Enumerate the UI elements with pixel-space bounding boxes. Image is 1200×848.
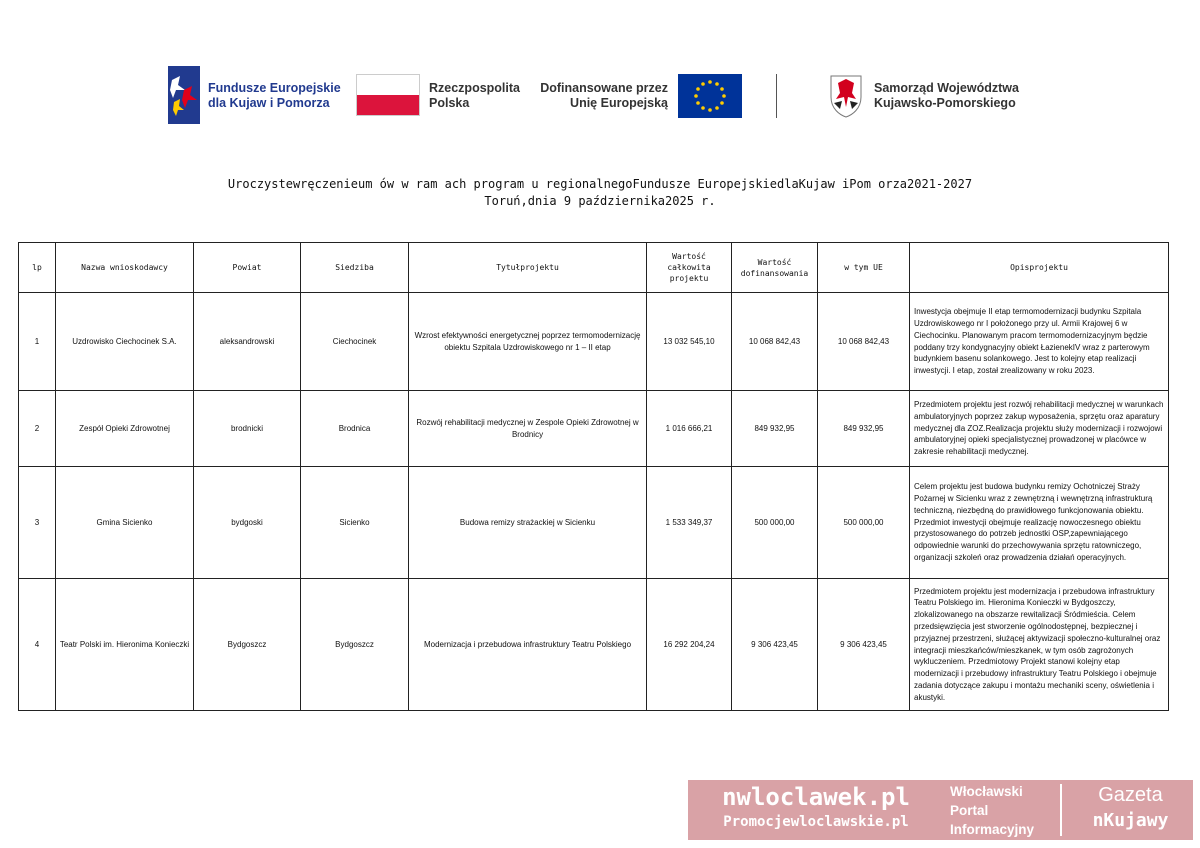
rzeczpospolita-logo	[356, 66, 526, 126]
cell-desc: Przedmiotem projektu jest modernizacja i przebudowa infrastruktury Teatru Polskiego im. Hieronima Konieczki w Bydgoszczy, zlokalizowanego na obszarze rewitalizacji Śródmieścia. Celem przedsięwzięcia jest stworzenie ogólnodostępnej, bezpiecznej i przyjaznej przestrzeni, służącej aktywizacji społeczno-kulturalnej oraz integracji mieszkańców/mieszkanek, w tym osób zagrożonych wykluczeniem. Przedmiotowy Projekt stanowi kolejny etap modernizacji i przebudowy infrastruktury Teatru Polskiego i obejmuje zadania dotyczące zakupu i montażu mechaniki sceny, oświetlenia i akustyki.	[910, 579, 1169, 711]
projects-table-wrapper	[18, 242, 1168, 711]
gazeta-line1: Gazeta	[1098, 784, 1163, 806]
table-header-row	[19, 243, 1169, 293]
cell-total: 1 016 666,21	[647, 391, 732, 467]
table-row	[19, 391, 1169, 467]
cell-title: Rozwój rehabilitacji medycznej w Zespole Opieki Zdrowotnej w Brodnicy	[409, 391, 647, 467]
ue-logo-text	[540, 81, 668, 111]
header-cofin: Wartość dofinansowania	[732, 243, 818, 293]
cell-eu: 500 000,00	[818, 467, 910, 579]
rp-logo-text	[429, 81, 520, 111]
title-line1: Uroczystewręczenieum ów w ram ach program u regionalnegoFundusze EuropejskiedlaKujaw iPom orza2021-2027	[227, 177, 973, 191]
cell-powiat: Bydgoszcz	[194, 579, 301, 711]
samorzad-wojewodztwa-logo	[828, 66, 1028, 126]
portal-line1: Włocławski	[950, 784, 1023, 799]
cell-siedziba: Brodnica	[301, 391, 409, 467]
sw-line1: Samorząd Województwa	[874, 81, 1019, 95]
portal-line3: Informacyjny	[950, 822, 1035, 837]
cell-title: Modernizacja i przebudowa infrastruktury Teatru Polskiego	[409, 579, 647, 711]
cell-total: 1 533 349,37	[647, 467, 732, 579]
cell-siedziba: Bydgoszcz	[301, 579, 409, 711]
header-powiat: Powiat	[194, 243, 301, 293]
eu-cofinance-logo	[542, 66, 742, 126]
cell-eu: 10 068 842,43	[818, 293, 910, 391]
header-desc: Opisprojektu	[910, 243, 1169, 293]
header-siedziba: Siedziba	[301, 243, 409, 293]
gazeta-label	[1068, 780, 1193, 840]
rp-line1: Rzeczpospolita	[429, 81, 520, 95]
cell-name: Zespół Opieki Zdrowotnej	[56, 391, 194, 467]
cell-powiat: brodnicki	[194, 391, 301, 467]
header-eu: w tym UE	[818, 243, 910, 293]
cell-name: Teatr Polski im. Hieronima Konieczki	[56, 579, 194, 711]
projects-table	[18, 242, 1169, 711]
cell-total: 13 032 545,10	[647, 293, 732, 391]
cell-cofin: 9 306 423,45	[732, 579, 818, 711]
sw-line2: Kujawsko-Pomorskiego	[874, 96, 1016, 110]
cell-name: Uzdrowisko Ciechocinek S.A.	[56, 293, 194, 391]
header-title: Tytułprojektu	[409, 243, 647, 293]
document-title	[0, 176, 1200, 210]
header-name: Nazwa wnioskodawcy	[56, 243, 194, 293]
eu-flag-icon	[678, 74, 742, 118]
polish-flag-icon	[356, 74, 420, 116]
cell-lp: 3	[19, 467, 56, 579]
title-date-line: Toruń,dnia 9 października2025 r.	[484, 194, 716, 208]
rp-line2: Polska	[429, 96, 470, 110]
fe-line1: Fundusze Europejskie	[208, 81, 341, 95]
sw-logo-text	[874, 81, 1019, 111]
publisher-sites	[688, 780, 944, 840]
cell-siedziba: Sicienko	[301, 467, 409, 579]
cell-cofin: 849 932,95	[732, 391, 818, 467]
fe-star-mark-icon	[168, 66, 200, 124]
cell-total: 16 292 204,24	[647, 579, 732, 711]
site-name-secondary: Promocjewloclawskie.pl	[723, 814, 909, 830]
cell-lp: 2	[19, 391, 56, 467]
logo-divider	[776, 74, 777, 118]
header-total: Wartość całkowita projektu	[647, 243, 732, 293]
cell-eu: 9 306 423,45	[818, 579, 910, 711]
portal-label	[950, 780, 1058, 840]
fe-logo-text	[208, 81, 341, 111]
cell-cofin: 500 000,00	[732, 467, 818, 579]
fe-line2: dla Kujaw i Pomorza	[208, 96, 330, 110]
cell-eu: 849 932,95	[818, 391, 910, 467]
cell-desc: Inwestycja obejmuje II etap termomodernizacji budynku Szpitala Uzdrowiskowego nr I położonego przy ul. Armii Krajowej 6 w Ciechocinku. Planowanym pracom termomodernizacyjnym będzie poddany trzy kondygnacyjny obiekt ŁazienekIV wraz z parterowym budynkiem basenu solankowego. Jest to kolejny etap realizacji inwestycji. I etap, został zrealizowany w roku 2023.	[910, 293, 1169, 391]
badge-divider	[1060, 784, 1062, 836]
portal-line2: Portal	[950, 803, 989, 818]
publisher-badge	[688, 780, 1193, 840]
cell-siedziba: Ciechocinek	[301, 293, 409, 391]
cell-title: Budowa remizy strażackiej w Sicienku	[409, 467, 647, 579]
cell-title: Wzrost efektywności energetycznej poprzez termomodernizację obiektu Szpitala Uzdrowiskowego nr 1 – II etap	[409, 293, 647, 391]
logo-bar	[168, 66, 1028, 126]
cell-lp: 4	[19, 579, 56, 711]
ue-line2: Unię Europejską	[570, 96, 668, 110]
coat-of-arms-icon	[828, 73, 864, 119]
table-row	[19, 579, 1169, 711]
cell-powiat: bydgoski	[194, 467, 301, 579]
cell-lp: 1	[19, 293, 56, 391]
ue-line1: Dofinansowane przez	[540, 81, 668, 95]
cell-desc: Przedmiotem projektu jest rozwój rehabilitacji medycznej w warunkach ambulatoryjnych poprzez zakup wyposażenia, sprzętu oraz aparatury medycznej dla ZOZ.Realizacja projektu służy modernizacji i rozwojowi ambulatoryjnej opieki specjalistycznej prowadzonej w placówce w zakresie rehabilitacji medycznej.	[910, 391, 1169, 467]
cell-name: Gmina Sicienko	[56, 467, 194, 579]
site-name: nwloclawek.pl	[722, 783, 910, 811]
cell-desc: Celem projektu jest budowa budynku remizy Ochotniczej Straży Pożarnej w Sicienku wraz z zewnętrzną i wewnętrzną infrastrukturą techniczną, niezbędną do prawidłowego funkcjonowania obiektu. Przedmiot inwestycji obejmuje realizację nowoczesnego obiektu przystosowanego do potrzeb jednostki OSP,zapewniającego odpowiednie warunki do przechowywania sprzętu ratowniczego, organizacji szkoleń oraz prowadzenia działań operacyjnych.	[910, 467, 1169, 579]
gazeta-line2: nKujawy	[1092, 810, 1169, 831]
cell-cofin: 10 068 842,43	[732, 293, 818, 391]
fundusze-europejskie-logo	[168, 66, 341, 126]
table-row	[19, 467, 1169, 579]
header-lp: lp	[19, 243, 56, 293]
cell-powiat: aleksandrowski	[194, 293, 301, 391]
table-row	[19, 293, 1169, 391]
